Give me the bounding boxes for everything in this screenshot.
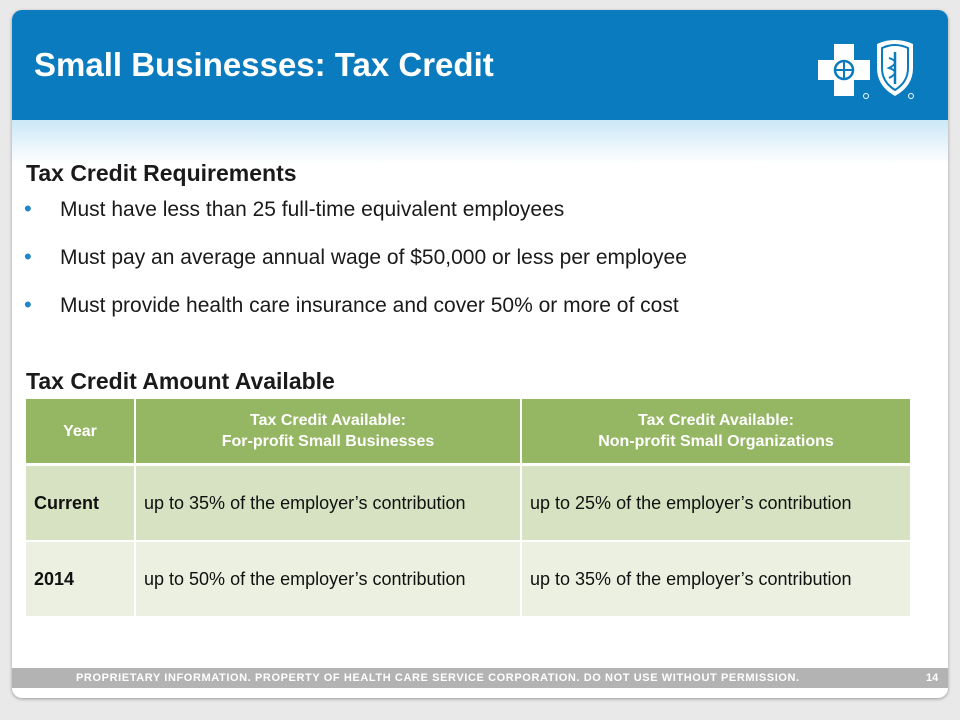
year-cell: Current	[26, 466, 136, 542]
requirements-list	[22, 198, 687, 342]
for-profit-cell: up to 35% of the employer’s contribution	[136, 466, 522, 542]
bullet-icon: •	[24, 196, 32, 221]
tax-credit-table	[26, 399, 910, 618]
column-header-line1: Tax Credit Available:	[638, 412, 794, 429]
column-header-year	[26, 399, 136, 466]
column-header-for-profit	[136, 399, 522, 466]
table-row	[26, 466, 910, 542]
list-item	[22, 198, 687, 246]
column-header-non-profit	[522, 399, 910, 466]
blue-shield-logo-icon	[874, 38, 916, 100]
bullet-icon: •	[24, 292, 32, 317]
list-item	[22, 294, 687, 342]
column-header-line1: Tax Credit Available:	[250, 412, 406, 429]
slide-header	[12, 10, 948, 120]
bullet-text: Must provide health care insurance and cover 50% or more of cost	[60, 294, 679, 317]
page-number: 14	[926, 672, 939, 684]
requirements-heading: Tax Credit Requirements	[26, 160, 297, 186]
header-gradient-band	[12, 120, 948, 164]
table-row	[26, 542, 910, 618]
non-profit-cell: up to 25% of the employer’s contribution	[522, 466, 910, 542]
footer-disclaimer: PROPRIETARY INFORMATION. PROPERTY OF HEALTH CARE SERVICE CORPORATION. DO NOT USE WITHOUT PERMISSION.	[76, 672, 800, 684]
column-header-line2: Non-profit Small Organizations	[598, 433, 834, 450]
amount-heading: Tax Credit Amount Available	[26, 368, 335, 394]
bullet-text: Must pay an average annual wage of $50,000 or less per employee	[60, 246, 687, 269]
list-item	[22, 246, 687, 294]
blue-cross-logo-icon	[816, 40, 872, 100]
column-header-line2: For-profit Small Businesses	[221, 433, 435, 450]
table-header-row	[26, 399, 910, 466]
year-cell: 2014	[26, 542, 136, 618]
non-profit-cell: up to 35% of the employer’s contribution	[522, 542, 910, 618]
bullet-text: Must have less than 25 full-time equivalent employees	[60, 198, 565, 221]
slide-footer	[12, 668, 948, 688]
bullet-icon: •	[24, 244, 32, 269]
for-profit-cell: up to 50% of the employer’s contribution	[136, 542, 522, 618]
column-header-year-label: Year	[63, 422, 97, 440]
slide-title: Small Businesses: Tax Credit	[34, 46, 494, 83]
